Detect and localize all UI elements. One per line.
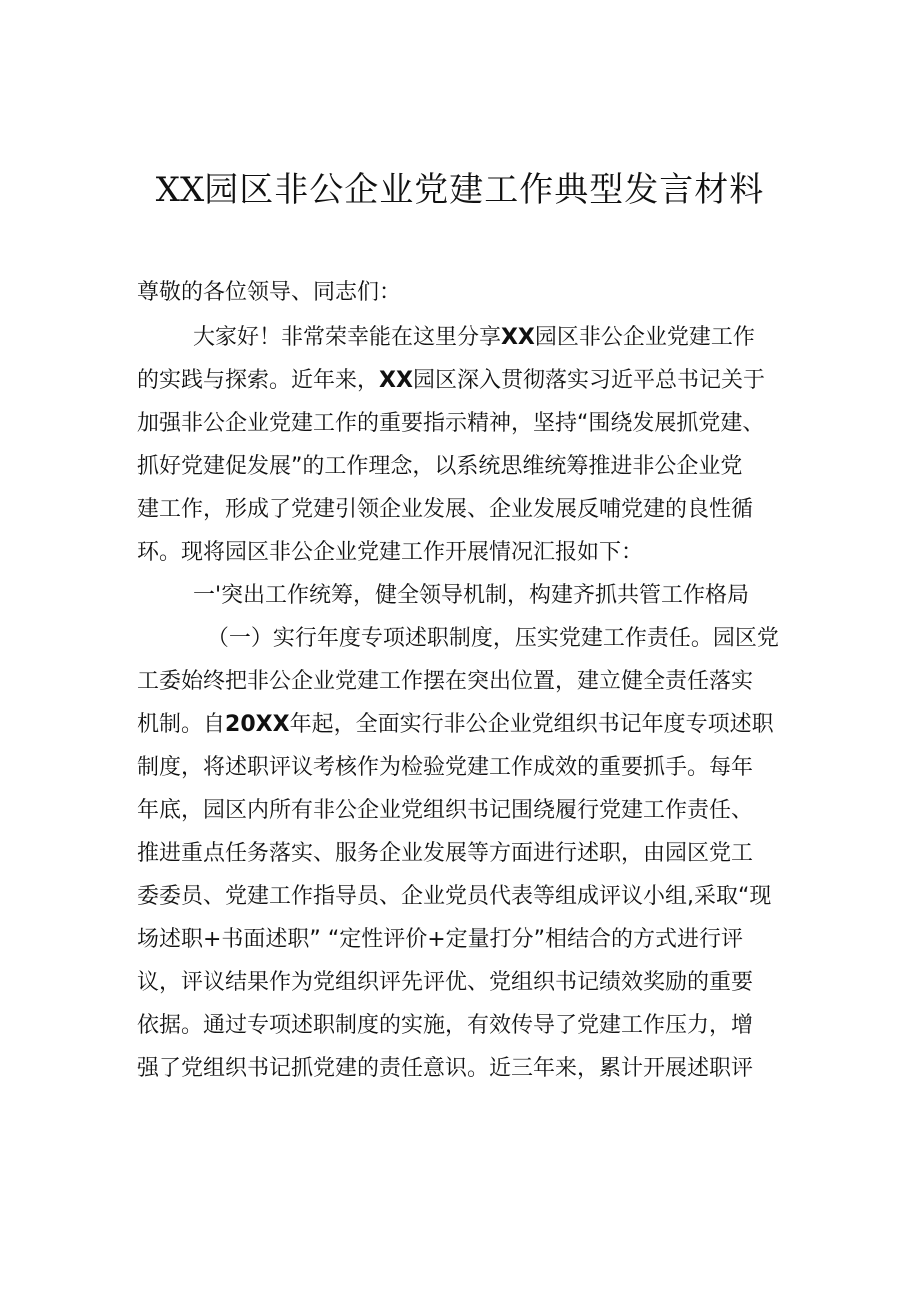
paragraph-line: 的实践与探索。近年来，XX园区深入贯彻落实习近平总书记关于 bbox=[137, 368, 765, 393]
paragraph-line: 推进重点任务落实、服务企业发展等方面进行述职，由园区党工 bbox=[137, 841, 754, 866]
paragraph-line: 工委始终把非公企业党建工作摆在突出位置，建立健全责任落实 bbox=[137, 669, 754, 694]
paragraph-line: 大家好！非常荣幸能在这里分享XX园区非公企业党建工作 bbox=[137, 325, 755, 350]
section-heading: 一'突出工作统筹，健全领导机制，构建齐抓共管工作格局 bbox=[137, 583, 749, 608]
paragraph-line: （一）实行年度专项述职制度，压实党建工作责任。园区党 bbox=[137, 626, 779, 651]
paragraph-line: 强了党组织书记抓党建的责任意识。近三年来，累计开展述职评 bbox=[137, 1056, 754, 1081]
paragraph-line: 年底，园区内所有非公企业党组织书记围绕履行党建工作责任、 bbox=[137, 798, 754, 823]
paragraph-line: 抓好党建促发展”的工作理念，以系统思维统筹推进非公企业党 bbox=[137, 454, 743, 479]
paragraph-line: 加强非公企业党建工作的重要指示精神，坚持“围绕发展抓党建、 bbox=[137, 411, 765, 436]
paragraph-line: 环。现将园区非公企业党建工作开展情况汇报如下： bbox=[137, 540, 644, 565]
title-text: 园区非公企业党建工作典型发言材料 bbox=[204, 170, 765, 210]
paragraph-line: 议，评议结果作为党组织评先评优、党组织书记绩效奖励的重要 bbox=[137, 970, 754, 995]
paragraph-line: 委委员、党建工作指导员、企业党员代表等组成评议小组,采取“现 bbox=[137, 884, 772, 909]
paragraph-line: 制度，将述职评议考核作为检验党建工作成效的重要抓手。每年 bbox=[137, 755, 754, 780]
paragraph-line: 建工作，形成了党建引领企业发展、企业发展反哺党建的良性循 bbox=[137, 497, 754, 522]
document-title bbox=[0, 166, 920, 214]
salutation: 尊敬的各位领导、同志们： bbox=[137, 280, 402, 305]
paragraph-line: 场述职+书面述职” “定性评价+定量打分”相结合的方式进行评 bbox=[137, 927, 744, 952]
paragraph-line: 依据。通过专项述职制度的实施，有效传导了党建工作压力，增 bbox=[137, 1013, 754, 1038]
title-prefix: XX bbox=[155, 170, 205, 210]
paragraph-line: 机制。自20XX年起，全面实行非公企业党组织书记年度专项述职 bbox=[137, 712, 774, 737]
